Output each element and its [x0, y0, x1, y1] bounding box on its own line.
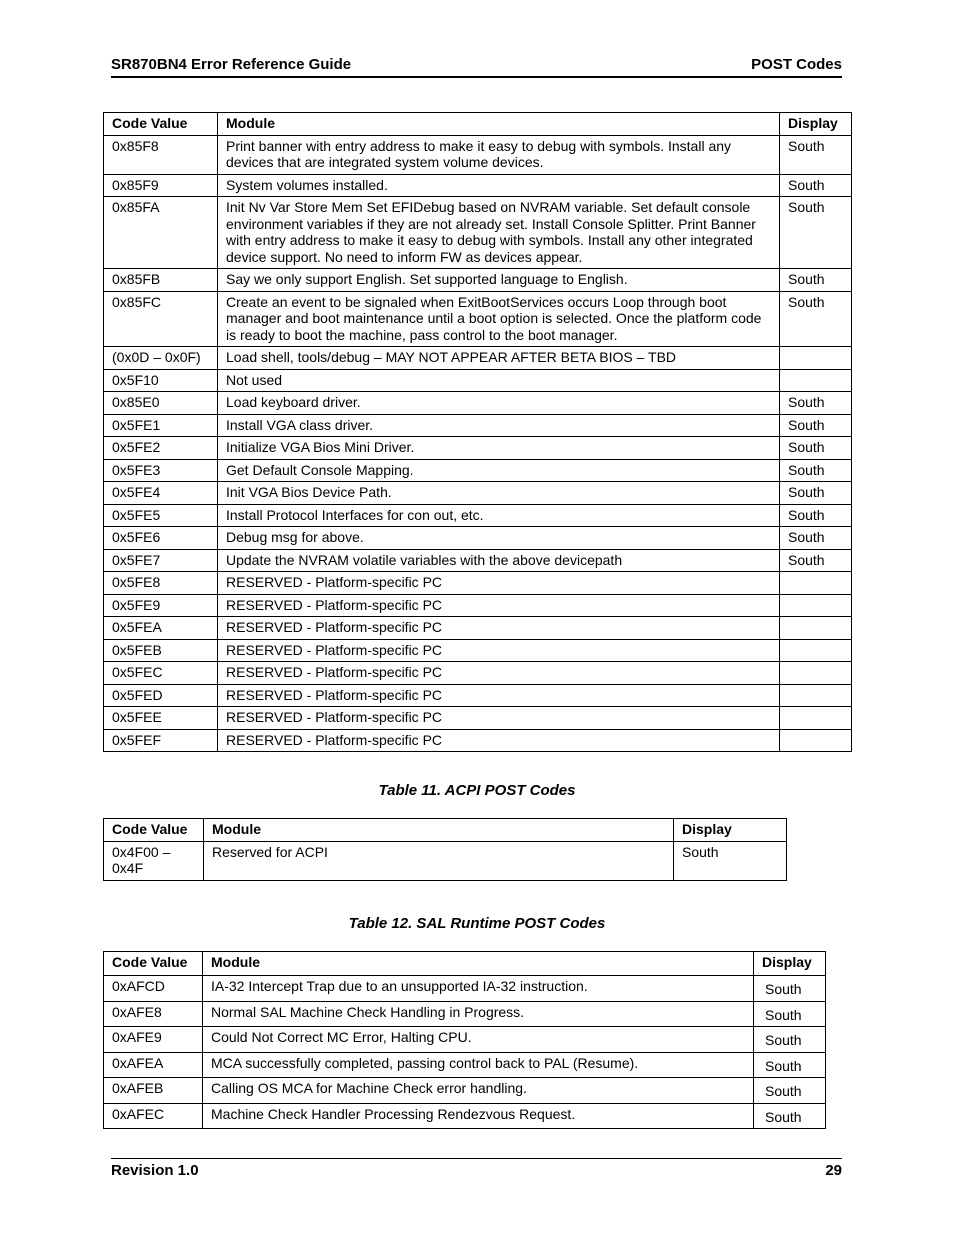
- module-cell: Install Protocol Interfaces for con out, etc.: [218, 504, 780, 527]
- table-row: [104, 482, 852, 505]
- code-value-cell: 0x5FEB: [104, 639, 218, 662]
- column-header-display: Display: [754, 952, 826, 976]
- code-value-cell: 0xAFEA: [104, 1052, 203, 1078]
- code-value-cell: 0x5FED: [104, 684, 218, 707]
- module-cell: Debug msg for above.: [218, 527, 780, 550]
- display-cell: [780, 707, 852, 730]
- display-cell: [780, 729, 852, 752]
- column-header-display: Display: [780, 113, 852, 136]
- display-cell: South: [754, 1027, 826, 1053]
- table-row: [104, 437, 852, 460]
- table-row: [104, 459, 852, 482]
- display-cell: [780, 347, 852, 370]
- display-cell: [780, 617, 852, 640]
- module-cell: IA-32 Intercept Trap due to an unsupported IA-32 instruction.: [203, 976, 754, 1002]
- display-cell: South: [754, 1052, 826, 1078]
- module-cell: RESERVED - Platform-specific PC: [218, 572, 780, 595]
- code-value-cell: (0x0D – 0x0F): [104, 347, 218, 370]
- table-row: [104, 527, 852, 550]
- display-cell: South: [780, 459, 852, 482]
- module-cell: RESERVED - Platform-specific PC: [218, 594, 780, 617]
- table-row: [104, 369, 852, 392]
- module-cell: RESERVED - Platform-specific PC: [218, 639, 780, 662]
- table-row: [104, 392, 852, 415]
- table-row: [104, 976, 826, 1002]
- table-header-row: [104, 952, 826, 976]
- display-cell: [780, 639, 852, 662]
- table-row: [104, 549, 852, 572]
- module-cell: Normal SAL Machine Check Handling in Progress.: [203, 1001, 754, 1027]
- display-cell: South: [780, 527, 852, 550]
- code-value-cell: 0x5FE5: [104, 504, 218, 527]
- display-cell: [780, 594, 852, 617]
- table-row: [104, 617, 852, 640]
- code-value-cell: 0x5FE6: [104, 527, 218, 550]
- column-header-code: Code Value: [104, 819, 204, 842]
- column-header-code: Code Value: [104, 113, 218, 136]
- code-value-cell: 0x85FB: [104, 269, 218, 292]
- display-cell: South: [780, 414, 852, 437]
- code-value-cell: 0x5FE2: [104, 437, 218, 460]
- code-value-cell: 0x5FEE: [104, 707, 218, 730]
- display-cell: South: [780, 482, 852, 505]
- code-value-cell: 0x5FE4: [104, 482, 218, 505]
- table-row: [104, 684, 852, 707]
- display-cell: South: [754, 976, 826, 1002]
- code-value-cell: 0x5FE3: [104, 459, 218, 482]
- code-value-cell: 0xAFCD: [104, 976, 203, 1002]
- page-number: 29: [825, 1162, 842, 1179]
- column-header-code: Code Value: [104, 952, 203, 976]
- module-cell: Load keyboard driver.: [218, 392, 780, 415]
- code-value-cell: 0x5FEC: [104, 662, 218, 685]
- document-title: SR870BN4 Error Reference Guide: [111, 56, 352, 73]
- display-cell: [780, 369, 852, 392]
- table-header-row: [104, 113, 852, 136]
- display-cell: South: [780, 437, 852, 460]
- table-row: [104, 707, 852, 730]
- module-cell: Create an event to be signaled when ExitBootServices occurs Loop through boot manager and boot maintenance until a boot option is selected. Once the platform code is ready to boot the machine, pass control to the boot manager.: [218, 291, 780, 347]
- module-cell: Install VGA class driver.: [218, 414, 780, 437]
- display-cell: South: [780, 549, 852, 572]
- code-value-cell: 0x85E0: [104, 392, 218, 415]
- section-title: POST Codes: [751, 56, 842, 73]
- table-row: [104, 639, 852, 662]
- page-header: [111, 56, 842, 78]
- table-header-row: [104, 819, 787, 842]
- display-cell: South: [780, 269, 852, 292]
- module-cell: Init VGA Bios Device Path.: [218, 482, 780, 505]
- code-value-cell: 0x4F00 – 0x4F: [104, 841, 204, 880]
- module-cell: Initialize VGA Bios Mini Driver.: [218, 437, 780, 460]
- module-cell: RESERVED - Platform-specific PC: [218, 662, 780, 685]
- display-cell: [780, 684, 852, 707]
- display-cell: South: [780, 197, 852, 269]
- module-cell: RESERVED - Platform-specific PC: [218, 617, 780, 640]
- module-cell: Say we only support English. Set supported language to English.: [218, 269, 780, 292]
- table-row: [104, 572, 852, 595]
- display-cell: [780, 662, 852, 685]
- code-value-cell: 0x5FE1: [104, 414, 218, 437]
- table-row: [104, 347, 852, 370]
- module-cell: Machine Check Handler Processing Rendezvous Request.: [203, 1103, 754, 1129]
- display-cell: South: [780, 174, 852, 197]
- code-value-cell: 0xAFE9: [104, 1027, 203, 1053]
- code-value-cell: 0xAFEB: [104, 1078, 203, 1104]
- module-cell: RESERVED - Platform-specific PC: [218, 684, 780, 707]
- code-value-cell: 0x85F8: [104, 135, 218, 174]
- table-row: [104, 269, 852, 292]
- module-cell: Init Nv Var Store Mem Set EFIDebug based on NVRAM variable. Set default console environment variables if they are not already set. Install Console Splitter. Print Banner with entry address to make it easy to debug with symbols. Install any other integrated device support. No need to inform FW as devices appear.: [218, 197, 780, 269]
- display-cell: South: [674, 841, 787, 880]
- revision-label: Revision 1.0: [111, 1162, 199, 1179]
- table-row: [104, 729, 852, 752]
- table-12-caption: Table 12. SAL Runtime POST Codes: [348, 915, 606, 932]
- table-row: [104, 414, 852, 437]
- module-cell: Could Not Correct MC Error, Halting CPU.: [203, 1027, 754, 1053]
- table-row: [104, 197, 852, 269]
- display-cell: South: [754, 1001, 826, 1027]
- code-value-cell: 0x5FEF: [104, 729, 218, 752]
- module-cell: Reserved for ACPI: [204, 841, 674, 880]
- table-row: [104, 291, 852, 347]
- column-header-module: Module: [218, 113, 780, 136]
- code-value-cell: 0x5F10: [104, 369, 218, 392]
- table-row: [104, 135, 852, 174]
- table-row: [104, 1027, 826, 1053]
- code-value-cell: 0x5FE8: [104, 572, 218, 595]
- table-11-caption: Table 11. ACPI POST Codes: [378, 782, 576, 799]
- module-cell: Get Default Console Mapping.: [218, 459, 780, 482]
- display-cell: South: [780, 392, 852, 415]
- display-cell: South: [754, 1103, 826, 1129]
- page-footer: [111, 1158, 842, 1182]
- code-value-cell: 0x85F9: [104, 174, 218, 197]
- table-row: [104, 1001, 826, 1027]
- acpi-post-codes-table: [103, 818, 787, 881]
- display-cell: South: [780, 291, 852, 347]
- code-value-cell: 0x5FEA: [104, 617, 218, 640]
- column-header-display: Display: [674, 819, 787, 842]
- column-header-module: Module: [203, 952, 754, 976]
- code-value-cell: 0xAFE8: [104, 1001, 203, 1027]
- display-cell: South: [780, 135, 852, 174]
- table-row: [104, 1052, 826, 1078]
- code-value-cell: 0x5FE7: [104, 549, 218, 572]
- module-cell: Calling OS MCA for Machine Check error handling.: [203, 1078, 754, 1104]
- module-cell: RESERVED - Platform-specific PC: [218, 729, 780, 752]
- sal-runtime-post-codes-table: [103, 951, 826, 1129]
- code-value-cell: 0x5FE9: [104, 594, 218, 617]
- table-row: [104, 174, 852, 197]
- module-cell: Update the NVRAM volatile variables with the above devicepath: [218, 549, 780, 572]
- table-row: [104, 1103, 826, 1129]
- table-row: [104, 841, 787, 880]
- display-cell: South: [780, 504, 852, 527]
- module-cell: RESERVED - Platform-specific PC: [218, 707, 780, 730]
- code-value-cell: 0xAFEC: [104, 1103, 203, 1129]
- module-cell: System volumes installed.: [218, 174, 780, 197]
- module-cell: Not used: [218, 369, 780, 392]
- module-cell: Load shell, tools/debug – MAY NOT APPEAR AFTER BETA BIOS – TBD: [218, 347, 780, 370]
- post-codes-table: [103, 112, 852, 752]
- display-cell: South: [754, 1078, 826, 1104]
- table-row: [104, 662, 852, 685]
- column-header-module: Module: [204, 819, 674, 842]
- table-row: [104, 504, 852, 527]
- code-value-cell: 0x85FC: [104, 291, 218, 347]
- display-cell: [780, 572, 852, 595]
- code-value-cell: 0x85FA: [104, 197, 218, 269]
- table-row: [104, 1078, 826, 1104]
- module-cell: MCA successfully completed, passing control back to PAL (Resume).: [203, 1052, 754, 1078]
- module-cell: Print banner with entry address to make it easy to debug with symbols. Install any devices that are integrated system volume devices.: [218, 135, 780, 174]
- table-row: [104, 594, 852, 617]
